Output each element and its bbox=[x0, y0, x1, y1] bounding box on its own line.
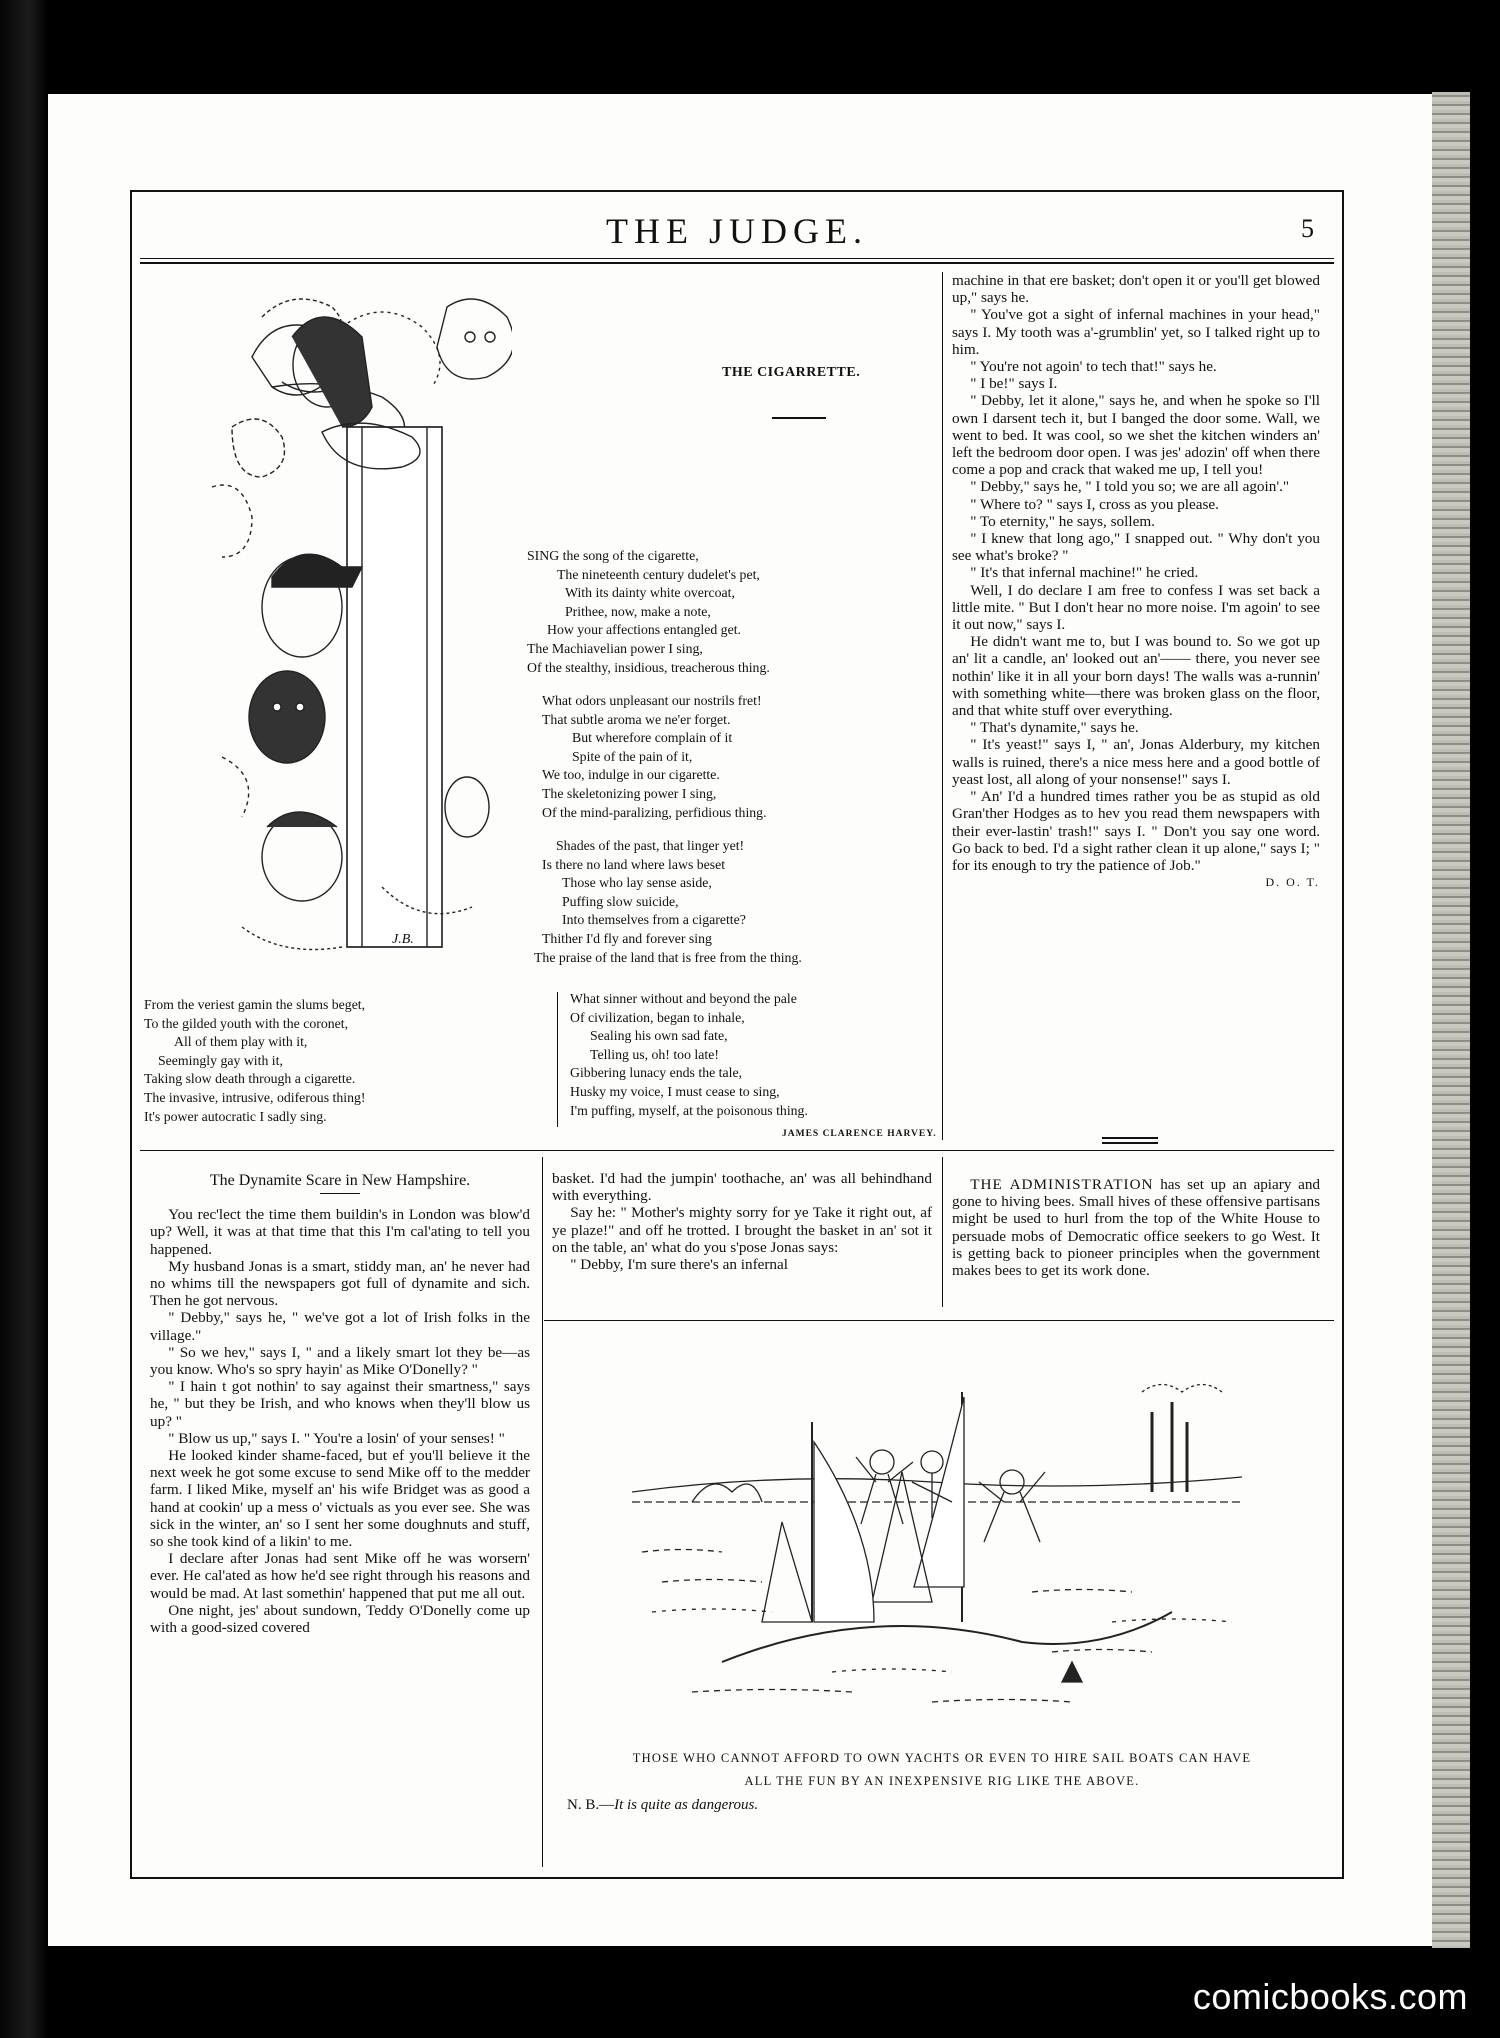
paragraph: He looked kinder shame-faced, but ef you'll believe it the next week he got some excuse to send Mike off to the medder farm. I liked Mike, myself an' his wife Bridget was as good a hand at cookin' up a mess o' victuals as you ever see. She was sick in the winter, an' so I sent her some doughnuts and stuff, so she took kind of a likin' to me. bbox=[150, 1447, 530, 1551]
poem-stanza-3 bbox=[534, 837, 802, 967]
poem-line: Telling us, oh! too late! bbox=[590, 1046, 719, 1062]
poem-line: That subtle aroma we ne'er forget. bbox=[542, 711, 731, 727]
masthead-rule bbox=[140, 258, 1334, 259]
poem-column-rule bbox=[557, 992, 558, 1127]
illustration-caption-line2: ALL THE FUN BY AN INEXPENSIVE RIG LIKE THE ABOVE. bbox=[744, 1774, 1140, 1788]
dynamite-story-col2 bbox=[552, 1170, 932, 1273]
paragraph: " It's that infernal machine!" he cried. bbox=[970, 564, 1199, 582]
heading-rule bbox=[320, 1193, 360, 1194]
ornament-rule bbox=[1102, 1142, 1158, 1144]
illustration-top-rule bbox=[544, 1320, 1334, 1321]
poem-line: But wherefore complain of it bbox=[572, 730, 733, 746]
poem-line: We too, indulge in our cigarette. bbox=[542, 767, 720, 783]
paragraph: He didn't want me to, but I was bound to. So we got up an' lit a candle, an' looked out an'—— there, you never see nothin' like it in all your born days! The walls was a-runnin' with something white—there was broken glass on the floor, and that white stuff over everything. bbox=[952, 633, 1320, 720]
paragraph: " Debby, let it alone," says he, and when he spoke so I'll own I darsent tech it, but I banged the door some. Wall, we went to bed. It was cool, so we shet the kitchen winders an' left the bedroom door open. I was jes' adozin' off when there come a pop and crack that waked me up, I tell you! bbox=[952, 392, 1320, 479]
paragraph: " Debby, I'm sure there's an infernal bbox=[570, 1256, 788, 1274]
paragraph: " It's yeast!" says I, " an', Jonas Alderbury, my kitchen walls is ruined, there's a nice mess here and a good bottle of yeast lost, all along of your nonsense!" says I. bbox=[952, 736, 1320, 788]
administration-lead: THE ADMINISTRATION bbox=[970, 1176, 1154, 1193]
poem-line: Is there no land where laws beset bbox=[542, 856, 726, 872]
poem-line: Shades of the past, that linger yet! bbox=[556, 838, 745, 853]
poem-title: THE CIGARRETTE. bbox=[722, 365, 861, 380]
poem-line: Puffing slow suicide, bbox=[562, 893, 679, 909]
paragraph: machine in that ere basket; don't open it or you'll get blowed up," says he. bbox=[952, 272, 1320, 307]
paragraph: " You're not agoin' to tech that!" says he. bbox=[970, 358, 1217, 376]
administration-text: has set up an apiary and gone to hiving bees. Small hives of these offensive partisans might be used to hurl from the top of the White House to persuade mobs of Democratic office seekers to go West. It is getting back to pioneer principles when the government makes bees to get its work done. bbox=[952, 1176, 1321, 1280]
poem-line: All of them play with it, bbox=[174, 1034, 308, 1050]
column-divider-right bbox=[942, 1157, 943, 1307]
paragraph: basket. I'd had the jumpin' toothache, an' was all behindhand with everything. bbox=[552, 1170, 932, 1205]
paragraph: " That's dynamite," says he. bbox=[970, 719, 1139, 737]
poem-line: It's power autocratic I sadly sing. bbox=[144, 1108, 327, 1124]
poem-line: Thither I'd fly and forever sing bbox=[542, 930, 712, 946]
site-watermark: comicbooks.com bbox=[1192, 1976, 1468, 2017]
sailboat-illustration bbox=[632, 1352, 1242, 1732]
paragraph: " So we hev," says I, " and a likely smart lot they be—as you know. Who's so spry hayin' as Mike O'Donelly? " bbox=[150, 1343, 530, 1379]
paragraph: " To eternity," he says, sollem. bbox=[970, 512, 1155, 530]
poem-line: Gibbering lunacy ends the tale, bbox=[570, 1065, 743, 1081]
paragraph: " I be!" says I. bbox=[970, 375, 1058, 393]
poem-line: How your affections entangled get. bbox=[547, 622, 741, 638]
poem-line: Sealing his own sad fate, bbox=[590, 1028, 728, 1044]
cigarette-illustration bbox=[212, 287, 512, 977]
paragraph: " Debby," says he, " we've got a lot of Irish folks in the village." bbox=[150, 1309, 530, 1344]
paragraph: " I hain t got nothin' to say against their smartness," says he, " but they be Irish, and who knows when they'll blow us up? " bbox=[150, 1378, 530, 1430]
poem-line: The Machiavelian power I sing, bbox=[527, 640, 703, 656]
administration-item bbox=[952, 1176, 1320, 1279]
signature: D. O. T. bbox=[1265, 875, 1320, 890]
poem-line: From the veriest gamin the slums beget, bbox=[144, 997, 366, 1012]
poem-line: Those who lay sense aside, bbox=[562, 875, 712, 891]
poem-line: The nineteenth century dudelet's pet, bbox=[557, 566, 760, 582]
poem-line: What sinner without and beyond the pale bbox=[570, 991, 797, 1006]
paragraph: " Where to? " says I, cross as you please. bbox=[970, 495, 1219, 513]
nota-bene bbox=[567, 1797, 758, 1814]
story-heading: The Dynamite Scare in New Hampshire. bbox=[209, 1172, 471, 1189]
poem-line: With its dainty white overcoat, bbox=[565, 585, 735, 601]
paragraph: " Debby," says he, " I told you so; we are all agoin'." bbox=[970, 478, 1290, 496]
masthead-title: THE JUDGE. bbox=[606, 211, 868, 251]
column-divider-left bbox=[542, 1157, 543, 1867]
book-spine bbox=[0, 0, 48, 2038]
poem-line: Seemingly gay with it, bbox=[158, 1052, 283, 1068]
poem-stanza-2 bbox=[542, 692, 767, 822]
paragraph: You rec'lect the time them buildin's in London was blow'd up? Well, it was at that time that this I'm cal'ating to tell you happened. bbox=[150, 1206, 530, 1258]
paragraph: One night, jes' about sundown, Teddy O'Donelly come up with a good-sized covered bbox=[150, 1601, 530, 1637]
poem-stanza-1 bbox=[527, 547, 770, 677]
poem-stanza-4 bbox=[144, 996, 365, 1126]
nota-bene-label: N. B.— bbox=[567, 1797, 615, 1813]
poem-line: The skeletonizing power I sing, bbox=[542, 785, 717, 801]
poem-line: The invasive, intrusive, odiferous thing! bbox=[144, 1089, 366, 1105]
poem-line: Of the stealthy, insidious, treacherous thing. bbox=[527, 659, 770, 675]
column-divider-top bbox=[942, 272, 943, 1140]
artist-initials: J.B. bbox=[392, 932, 414, 947]
masthead-rule-double bbox=[140, 262, 1334, 264]
ornament-rule bbox=[1102, 1137, 1158, 1139]
poem-stanza-5 bbox=[570, 990, 808, 1120]
poem-line: Of the mind-paralizing, perfidious thing. bbox=[542, 804, 767, 820]
illustration-caption-line1: THOSE WHO CANNOT AFFORD TO OWN YACHTS OR EVEN TO HIRE SAIL BOATS CAN HAVE bbox=[632, 1751, 1252, 1765]
poem-line: Taking slow death through a cigarette. bbox=[144, 1071, 356, 1087]
nota-bene-text: It is quite as dangerous. bbox=[614, 1797, 759, 1813]
page-number: 5 bbox=[1301, 214, 1314, 243]
poem-line: To the gilded youth with the coronet, bbox=[144, 1015, 349, 1031]
paragraph: I declare after Jonas had sent Mike off he was worsern' ever. He cal'ated as how he'd see right through his reasons and would be mad. At last somethin' happened that put me all out. bbox=[150, 1550, 530, 1602]
poem-line: Into themselves from a cigarette? bbox=[562, 912, 746, 928]
poem-line: Prithee, now, make a note, bbox=[565, 603, 711, 619]
poem-line: Of civilization, began to inhale, bbox=[570, 1009, 745, 1025]
poem-line: Husky my voice, I must cease to sing, bbox=[570, 1083, 780, 1099]
section-rule bbox=[140, 1150, 1334, 1151]
page-frame bbox=[130, 190, 1344, 1879]
paragraph: " Blow us up," says I. " You're a losin' of your senses! " bbox=[168, 1429, 505, 1447]
poem-attribution: JAMES CLARENCE HARVEY. bbox=[782, 1129, 937, 1139]
story-continuation bbox=[952, 272, 1320, 891]
poem-line: I'm puffing, myself, at the poisonous thing. bbox=[570, 1102, 808, 1118]
paragraph: " You've got a sight of infernal machines in your head," says I. My tooth was a'-grumblin' yet, so I talked right up to him. bbox=[952, 306, 1320, 358]
poem-line: The praise of the land that is free from the thing. bbox=[534, 949, 802, 965]
paragraph: " I knew that long ago," I snapped out. " Why don't you see what's broke? " bbox=[952, 530, 1320, 565]
poem-line: What odors unpleasant our nostrils fret! bbox=[542, 693, 762, 708]
poem-title-rule bbox=[772, 417, 826, 419]
paragraph: Well, I do declare I am free to confess I was set back a little mite. " But I don't hear no more noise. I'm agoin' to see it out now," says I. bbox=[952, 581, 1320, 634]
paragraph: My husband Jonas is a smart, stiddy man, an' he never had no whims till the newspapers got full of dynamite and sich. Then he got nervous. bbox=[150, 1257, 530, 1310]
page-edges bbox=[1432, 92, 1470, 1948]
paragraph: " An' I'd a hundred times rather you be as stupid as old Gran'ther Hodges as to hev you read them newspapers with their ever-lastin' trash!" says I. " Don't you say one word. Go back to bed. I'd a sight rather clean it up alone," says I; " for its enough to try the patience of Job." bbox=[952, 788, 1320, 874]
poem-line: Spite of the pain of it, bbox=[572, 748, 693, 764]
paragraph: Say he: " Mother's mighty sorry for ye Take it right out, af ye plaze!" and off he trotted. I brought the basket in an' sot it on the table, an' what do you s'pose Jonas says: bbox=[552, 1204, 932, 1256]
poem-line: SING the song of the cigarette, bbox=[527, 548, 699, 563]
dynamite-story-col1 bbox=[150, 1172, 530, 1636]
